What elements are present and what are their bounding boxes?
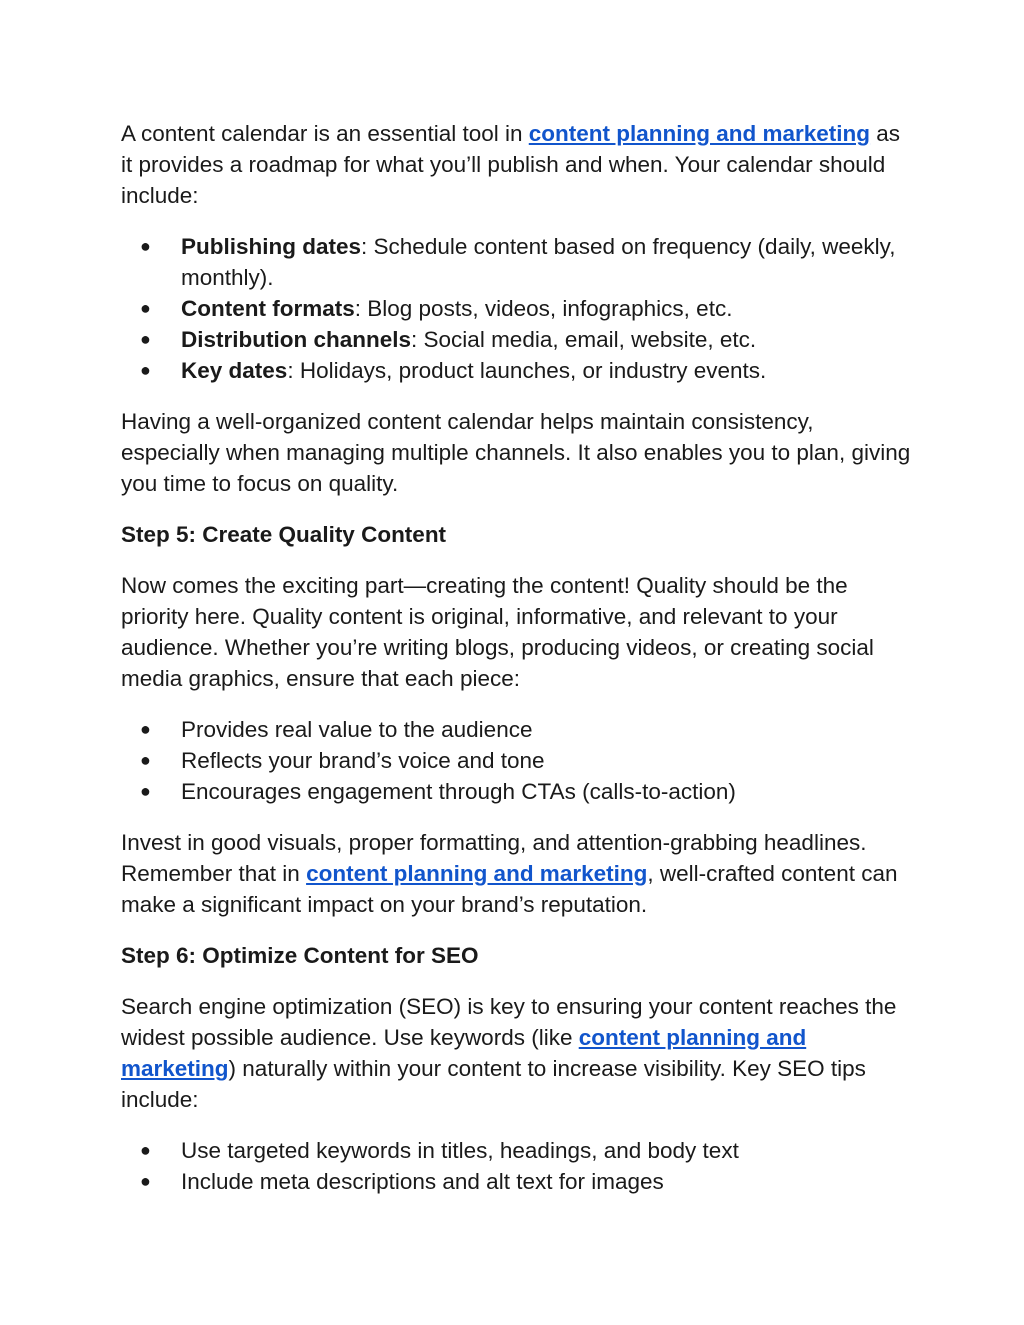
calendar-items-list <box>121 231 911 386</box>
step6-text-before-link: Search engine optimization (SEO) is key to ensuring your content reaches the widest possible audience. Use keywords (like <box>121 994 897 1050</box>
list-item <box>121 776 911 807</box>
list-item <box>121 1166 911 1197</box>
step6-intro-paragraph <box>121 991 911 1115</box>
bullet-icon: ● <box>140 1171 151 1191</box>
content-planning-link[interactable]: content planning and marketing <box>306 861 648 886</box>
list-item <box>121 714 911 745</box>
item-label: Distribution channels <box>181 327 412 352</box>
item-label: Key dates <box>181 358 288 383</box>
item-text: : Holidays, product launches, or industry events. <box>287 358 767 383</box>
list-item <box>121 1135 911 1166</box>
bullet-icon: ● <box>140 236 151 256</box>
step5-outro-paragraph <box>121 827 911 920</box>
bullet-icon: ● <box>140 298 151 318</box>
bullet-icon: ● <box>140 719 151 739</box>
item-label: Publishing dates <box>181 234 362 259</box>
item-text: : Blog posts, videos, infographics, etc. <box>354 296 733 321</box>
bullet-icon: ● <box>140 1140 151 1160</box>
item-text: Use targeted keywords in titles, headings, and body text <box>181 1138 739 1163</box>
content-planning-link[interactable]: content planning and marketing <box>121 1025 807 1081</box>
item-text: Include meta descriptions and alt text for images <box>181 1169 664 1194</box>
document-page <box>121 118 911 1217</box>
list-item <box>121 231 911 293</box>
item-text: Encourages engagement through CTAs (calls-to-action) <box>181 779 736 804</box>
bullet-icon: ● <box>140 360 151 380</box>
item-text: : Social media, email, website, etc. <box>411 327 757 352</box>
step6-items-list <box>121 1135 911 1197</box>
item-text: Provides real value to the audience <box>181 717 533 742</box>
step6-text-after-link: ) naturally within your content to increase visibility. Key SEO tips include: <box>121 1056 866 1112</box>
intro-text-after-link: as it provides a roadmap for what you’ll publish and when. Your calendar should include: <box>121 121 901 208</box>
intro-text-before-link: A content calendar is an essential tool in <box>121 121 529 146</box>
calendar-summary-paragraph: Having a well-organized content calendar helps maintain consistency, especially when managing multiple channels. It also enables you to plan, giving you time to focus on quality. <box>121 409 911 496</box>
step5-intro-paragraph: Now comes the exciting part—creating the content! Quality should be the priority here. Quality content is original, informative, and relevant to your audience. Whether you’re writing blogs, producing videos, or creating social media graphics, ensure that each piece: <box>121 573 874 691</box>
list-item <box>121 324 911 355</box>
step5-items-list <box>121 714 911 807</box>
list-item <box>121 355 911 386</box>
intro-paragraph <box>121 118 911 211</box>
outro-text-before-link: Invest in good visuals, proper formatting, and attention-grabbing headlines. Remember that in <box>121 830 867 886</box>
list-item <box>121 293 911 324</box>
bullet-icon: ● <box>140 781 151 801</box>
step5-heading: Step 5: Create Quality Content <box>121 522 447 547</box>
item-label: Content formats <box>181 296 355 321</box>
outro-text-after-link: , well-crafted content can make a significant impact on your brand’s reputation. <box>121 861 898 917</box>
bullet-icon: ● <box>140 329 151 349</box>
list-item <box>121 745 911 776</box>
content-planning-link[interactable]: content planning and marketing <box>528 121 871 146</box>
item-text: : Schedule content based on frequency (daily, weekly, monthly). <box>181 234 896 290</box>
bullet-icon: ● <box>140 750 151 770</box>
item-text: Reflects your brand’s voice and tone <box>181 748 545 773</box>
step6-heading: Step 6: Optimize Content for SEO <box>121 943 479 968</box>
